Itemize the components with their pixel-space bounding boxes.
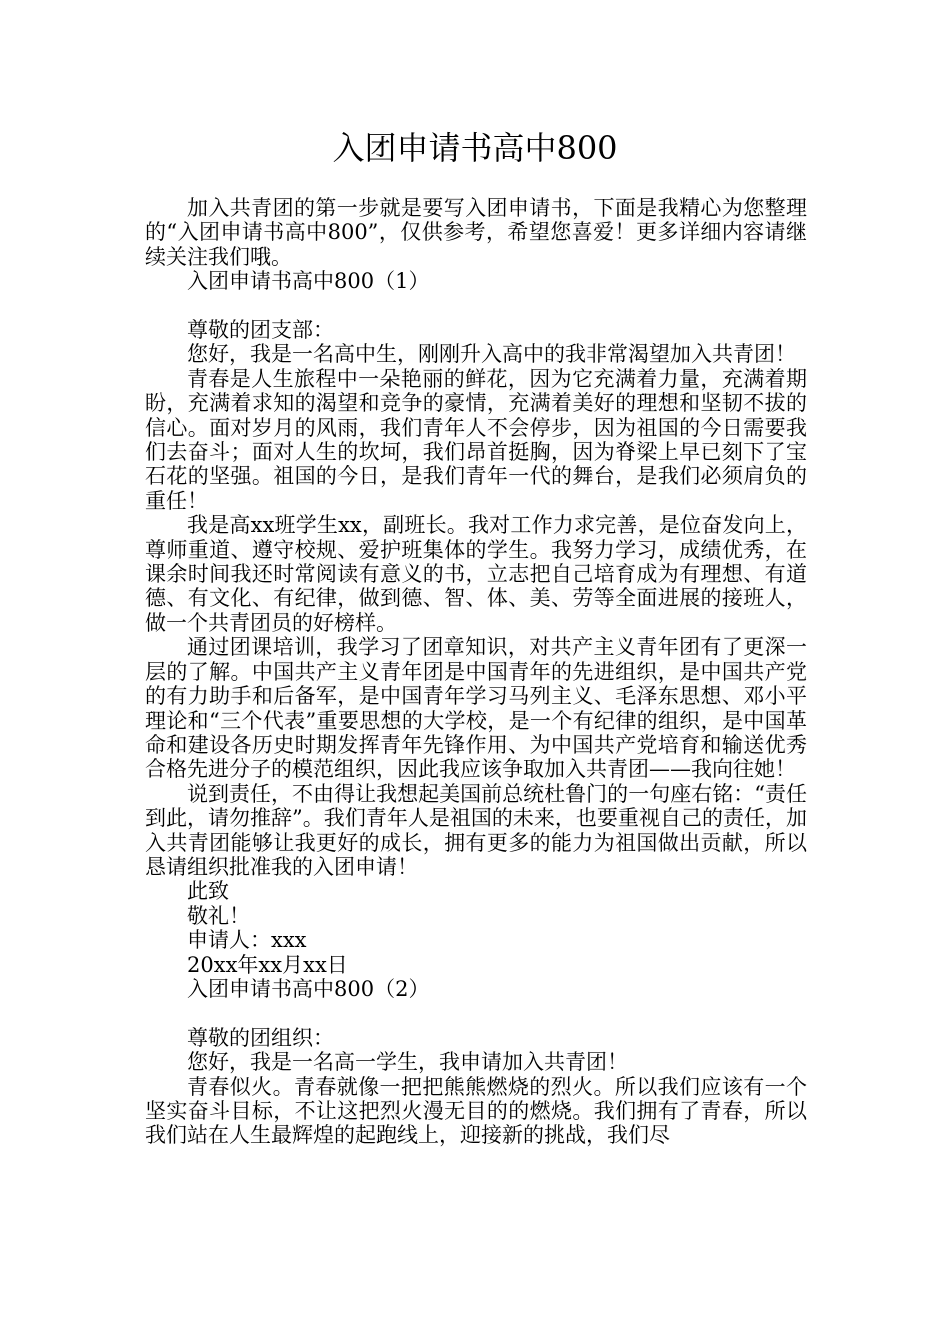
section-heading-2: 入团申请书高中800（2）	[187, 976, 430, 1001]
salutation: 尊敬的团支部：	[187, 318, 334, 343]
blank-line	[145, 1001, 807, 1025]
blank-line	[145, 294, 807, 318]
greeting-paragraph: 您好，我是一名高中生，刚刚升入高中的我非常渴望加入共青团！	[187, 342, 796, 367]
document-title: 入团申请书高中800	[332, 129, 618, 167]
body-paragraph: 青春似火。青春就像一把把熊熊燃烧的烈火。所以我们应该有一个坚实奋斗目标，不让这把烈火漫无目的的燃烧。我们拥有了青春，所以我们站在人生最辉煌的起跑线上，迎接新的挑战，我们尽	[145, 1074, 807, 1148]
closing-line: 此致	[187, 879, 229, 904]
salutation: 尊敬的团组织：	[187, 1025, 334, 1050]
body-paragraph: 通过团课培训，我学习了团章知识，对共产主义青年团有了更深一层的了解。中国共产主义青年团是中国青年的先进组织，是中国共产党的有力助手和后备军，是中国青年学习马列主义、毛泽东思想、邓小平理论和“三个代表”重要思想的大学校，是一个有纪律的组织，是中国革命和建设各历史时期发挥青年先锋作用、为中国共产党培育和输送优秀合格先进分子的模范组织，因此我应该争取加入共青团——我向往她！	[145, 635, 807, 782]
body-paragraph: 说到责任，不由得让我想起美国前总统杜鲁门的一句座右铭：“责任到此，请勿推辞”。我们青年人是祖国的未来，也要重视自己的责任，加入共青团能够让我更好的成长，拥有更多的能力为祖国做出贡献，所以恳请组织批准我的入团申请！	[145, 781, 807, 879]
date-line: 20xx年xx月xx日	[187, 952, 348, 977]
section-heading-1: 入团申请书高中800（1）	[187, 269, 430, 294]
document-body	[145, 196, 807, 1148]
applicant-line: 申请人：xxx	[187, 928, 307, 953]
greeting-paragraph: 您好，我是一名高一学生，我申请加入共青团！	[187, 1050, 628, 1075]
body-paragraph: 青春是人生旅程中一朵艳丽的鲜花，因为它充满着力量，充满着期盼，充满着求知的渴望和竞争的豪情，充满着美好的理想和坚韧不拔的信心。面对岁月的风雨，我们青年人不会停步，因为祖国的今日需要我们去奋斗；面对人生的坎坷，我们昂首挺胸，因为脊梁上早已刻下了宝石花的坚强。祖国的今日，是我们青年一代的舞台，是我们必须肩负的重任！	[145, 366, 807, 513]
body-paragraph: 我是高xx班学生xx，副班长。我对工作力求完善，是位奋发向上，尊师重道、遵守校规、爱护班集体的学生。我努力学习，成绩优秀，在课余时间我还时常阅读有意义的书，立志把自己培育成为有理想、有道德、有文化、有纪律，做到德、智、体、美、劳等全面进展的接班人，做一个共青团员的好榜样。	[145, 513, 807, 635]
intro-paragraph: 加入共青团的第一步就是要写入团申请书，下面是我精心为您整理的“入团申请书高中800”，仅供参考，希望您喜爱！更多详细内容请继续关注我们哦。	[145, 196, 807, 269]
closing-salute: 敬礼！	[187, 903, 250, 928]
